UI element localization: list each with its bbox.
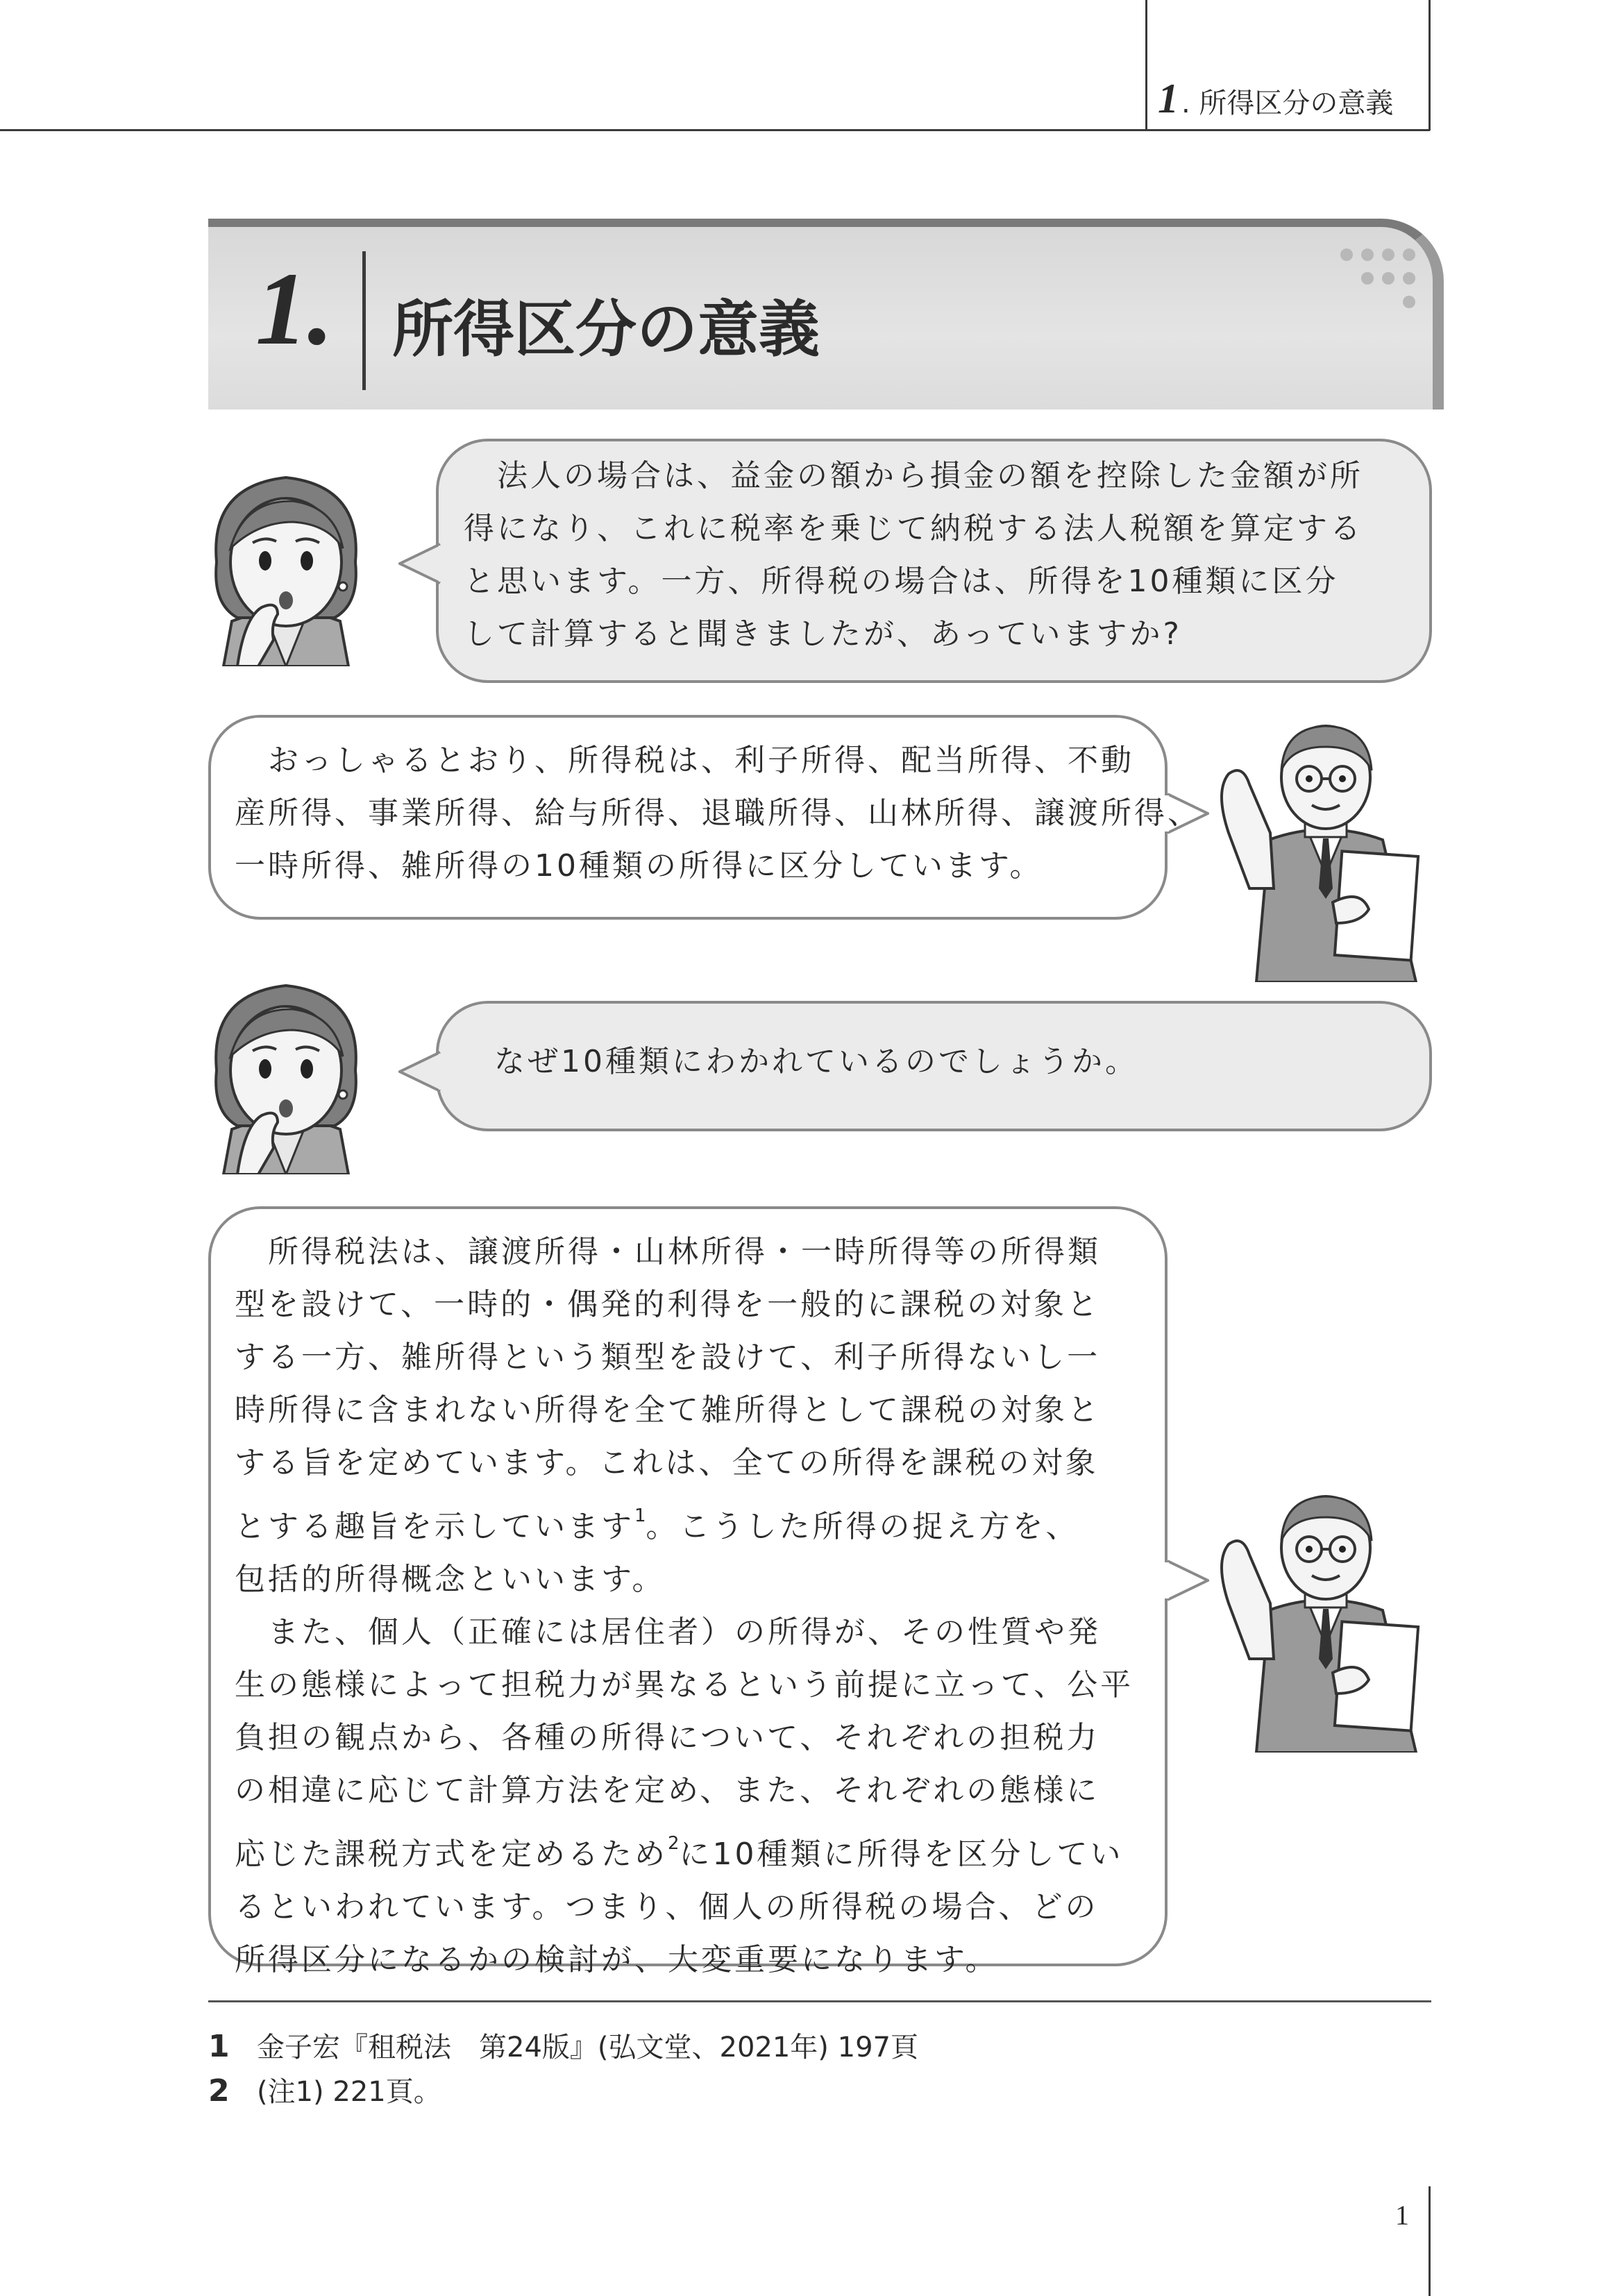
man-with-document-icon xyxy=(1187,1485,1451,1753)
dialogue-line: 得になり、これに税率を乗じて納税する法人税額を算定する xyxy=(464,511,1363,546)
running-header-number: 1 xyxy=(1158,76,1179,121)
dialogue-text-segment: とする趣旨を示しています xyxy=(235,1509,634,1544)
dialogue-line: また、個人（正確には居住者）の所得が、その性質や発 xyxy=(235,1614,1101,1650)
dialogue-line: おっしゃるとおり、所得税は、利子所得、配当所得、不動 xyxy=(235,743,1134,778)
footnote xyxy=(208,2070,441,2109)
dialogue-line: るといわれています。つまり、個人の所得税の場合、どの xyxy=(235,1889,1099,1925)
dialogue-text-segment: に10種類に所得を区分してい xyxy=(679,1837,1124,1872)
dialogue-text xyxy=(235,734,1201,893)
dialogue-line: 生の態様によって担税力が異なるという前提に立って、公平 xyxy=(235,1667,1134,1703)
dialogue-line xyxy=(235,1817,1134,1881)
dialogue-line: 法人の場合は、益金の額から損金の額を控除した金額が所 xyxy=(464,458,1363,493)
dialogue-text xyxy=(464,450,1363,661)
dialogue-line: する一方、雑所得という類型を設けて、利子所得ないし一 xyxy=(235,1340,1101,1375)
dialogue-line: 負担の観点から、各種の所得について、それぞれの担税力 xyxy=(235,1720,1100,1755)
footnote-reference[interactable]: 2 xyxy=(668,1833,680,1854)
dialogue-text xyxy=(494,1036,1138,1088)
dialogue-line: 所得区分になるかの検討が、大変重要になります。 xyxy=(235,1942,999,1977)
dialogue-line: と思います。一方、所得税の場合は、所得を10種類に区分 xyxy=(464,564,1339,599)
dialogue-line: の相違に応じて計算方法を定め、また、それぞれの態様に xyxy=(235,1773,1100,1808)
chapter-title-divider xyxy=(362,251,366,390)
footnote-text: 金子宏『租税法 第24版』(弘文堂、2021年) 197頁 xyxy=(257,2032,918,2063)
chapter-title: 所得区分の意義 xyxy=(392,294,820,365)
dialogue-line: して計算すると聞きましたが、あっていますか? xyxy=(464,616,1182,652)
footnote-rule xyxy=(208,2000,1431,2002)
footnote-text: (注1) 221頁。 xyxy=(257,2076,441,2108)
dialogue-line xyxy=(235,1489,1134,1553)
man-with-document-icon xyxy=(1187,715,1451,982)
footnote xyxy=(208,2025,918,2065)
woman-thinking-icon xyxy=(196,966,376,1174)
header-divider-right xyxy=(1429,0,1431,130)
header-divider-left xyxy=(1145,0,1147,130)
page-number-rule xyxy=(1429,2186,1431,2296)
dialogue-text xyxy=(235,1226,1134,1986)
dialogue-line: 型を設けて、一時的・偶発的利得を一般的に課税の対象と xyxy=(235,1287,1101,1322)
dialogue-line: 包括的所得概念といいます。 xyxy=(235,1562,666,1597)
speech-bubble-tail xyxy=(398,1049,443,1094)
dialogue-line: 所得税法は、譲渡所得・山林所得・一時所得等の所得類 xyxy=(235,1234,1101,1269)
running-header xyxy=(1158,75,1393,124)
header-rule xyxy=(0,129,1430,131)
dialogue-line: 時所得に含まれない所得を全て雑所得として課税の対象と xyxy=(235,1392,1101,1428)
dialogue-text-segment: 。こうした所得の捉え方を、 xyxy=(646,1509,1079,1544)
dialogue-line: する旨を定めています。これは、全ての所得を課税の対象 xyxy=(235,1445,1099,1480)
running-header-title: . 所得区分の意義 xyxy=(1181,87,1394,119)
footnote-number: 2 xyxy=(208,2073,230,2109)
footnote-number: 1 xyxy=(208,2029,230,2064)
chapter-number: 1. xyxy=(255,251,334,366)
page-number: 1 xyxy=(1395,2200,1409,2231)
dialogue-line: 一時所得、雑所得の10種類の所得に区分しています。 xyxy=(235,848,1043,884)
decorative-dots-icon xyxy=(1338,246,1422,316)
dialogue-line: なぜ10種類にわかれているのでしょうか。 xyxy=(494,1044,1138,1079)
footnote-reference[interactable]: 1 xyxy=(634,1505,646,1526)
dialogue-text-segment: 応じた課税方式を定めるため xyxy=(235,1837,668,1872)
dialogue-line: 産所得、事業所得、給与所得、退職所得、山林所得、譲渡所得、 xyxy=(235,795,1201,831)
speech-bubble-tail xyxy=(398,541,443,586)
woman-thinking-icon xyxy=(196,458,376,666)
